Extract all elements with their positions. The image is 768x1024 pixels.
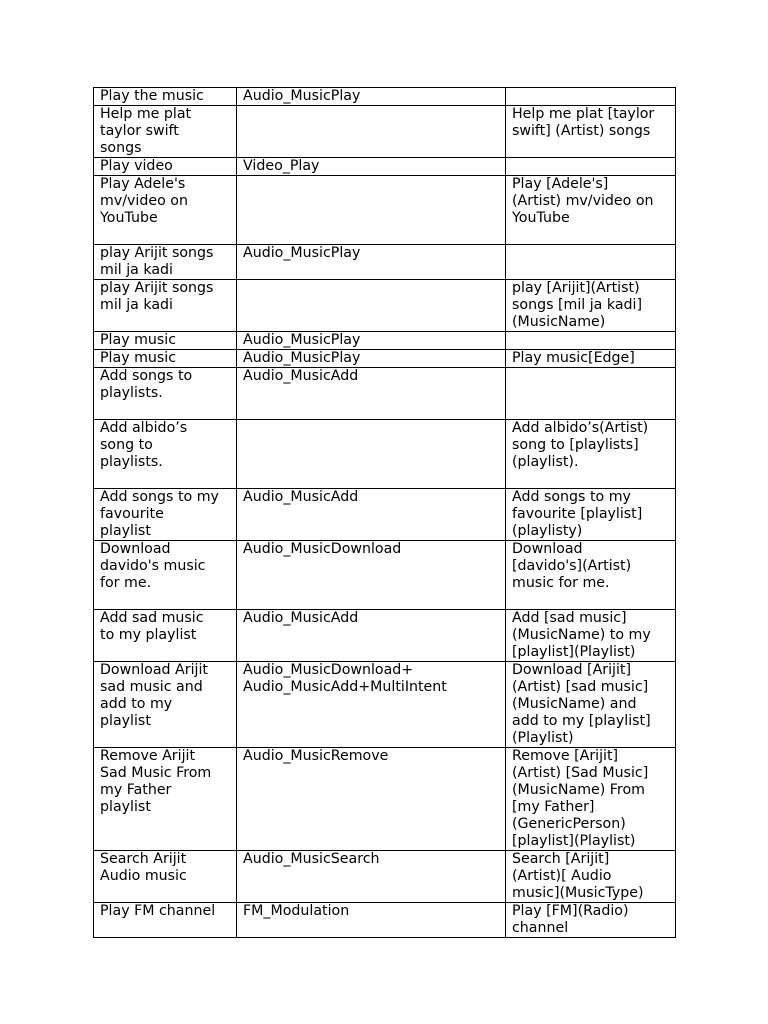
intent-cell: Audio_MusicPlay — [237, 350, 506, 368]
annotation-cell — [506, 245, 676, 280]
table-row — [94, 489, 676, 541]
utterance-cell: Add songs to my favourite playlist — [94, 489, 237, 541]
table-row — [94, 158, 676, 176]
table-row — [94, 106, 676, 158]
utterance-cell: Add sad music to my playlist — [94, 610, 237, 662]
utterance-cell: Play Adele's mv/video on YouTube — [94, 176, 237, 245]
intent-cell: Audio_MusicPlay — [237, 332, 506, 350]
utterance-cell: Download davido's music for me. — [94, 541, 237, 610]
annotation-cell: Search [Arijit] (Artist)[ Audio music](MusicType) — [506, 851, 676, 903]
intent-annotation-table — [93, 87, 676, 938]
intent-cell: Audio_MusicRemove — [237, 748, 506, 851]
annotation-cell: Help me plat [taylor swift] (Artist) songs — [506, 106, 676, 158]
utterance-cell: Add songs to playlists. — [94, 368, 237, 420]
utterance-cell: play Arijit songs mil ja kadi — [94, 280, 237, 332]
table-row — [94, 245, 676, 280]
intent-cell: Audio_MusicAdd — [237, 610, 506, 662]
intent-cell — [237, 280, 506, 332]
table-row — [94, 332, 676, 350]
table-row — [94, 851, 676, 903]
annotation-cell — [506, 158, 676, 176]
utterance-cell: Remove Arijit Sad Music From my Father playlist — [94, 748, 237, 851]
intent-cell — [237, 420, 506, 489]
intent-cell: Audio_MusicDownload — [237, 541, 506, 610]
table-row — [94, 368, 676, 420]
utterance-cell: Help me plat taylor swift songs — [94, 106, 237, 158]
intent-cell: Audio_MusicDownload+ Audio_MusicAdd+MultiIntent — [237, 662, 506, 748]
annotation-cell: Download [davido's](Artist) music for me. — [506, 541, 676, 610]
table-row — [94, 662, 676, 748]
annotation-cell: Play music[Edge] — [506, 350, 676, 368]
table-row — [94, 88, 676, 106]
annotation-cell: Remove [Arijit] (Artist) [Sad Music] (MusicName) From [my Father] (GenericPerson) [playlist](Playlist) — [506, 748, 676, 851]
annotation-cell: Add songs to my favourite [playlist] (playlisty) — [506, 489, 676, 541]
table-row — [94, 420, 676, 489]
annotation-cell — [506, 88, 676, 106]
annotation-cell: Add albido’s(Artist) song to [playlists] (playlist). — [506, 420, 676, 489]
intent-cell: Audio_MusicPlay — [237, 245, 506, 280]
table-row — [94, 176, 676, 245]
intent-cell — [237, 176, 506, 245]
utterance-cell: Play music — [94, 350, 237, 368]
intent-cell: Audio_MusicAdd — [237, 489, 506, 541]
utterance-cell: Download Arijit sad music and add to my playlist — [94, 662, 237, 748]
table-row — [94, 610, 676, 662]
table-row — [94, 350, 676, 368]
table-row — [94, 748, 676, 851]
table-body — [94, 88, 676, 938]
table-row — [94, 903, 676, 938]
intent-cell: FM_Modulation — [237, 903, 506, 938]
utterance-cell: play Arijit songs mil ja kadi — [94, 245, 237, 280]
annotation-cell: play [Arijit](Artist) songs [mil ja kadi] (MusicName) — [506, 280, 676, 332]
intent-cell: Video_Play — [237, 158, 506, 176]
annotation-cell — [506, 332, 676, 350]
table-row — [94, 541, 676, 610]
utterance-cell: Add albido’s song to playlists. — [94, 420, 237, 489]
annotation-cell: Download [Arijit] (Artist) [sad music] (MusicName) and add to my [playlist] (Playlist) — [506, 662, 676, 748]
annotation-cell: Play [Adele's] (Artist) mv/video on YouTube — [506, 176, 676, 245]
intent-cell: Audio_MusicSearch — [237, 851, 506, 903]
utterance-cell: Search Arijit Audio music — [94, 851, 237, 903]
intent-cell: Audio_MusicPlay — [237, 88, 506, 106]
annotation-cell — [506, 368, 676, 420]
utterance-cell: Play the music — [94, 88, 237, 106]
utterance-cell: Play video — [94, 158, 237, 176]
intent-cell: Audio_MusicAdd — [237, 368, 506, 420]
utterance-cell: Play FM channel — [94, 903, 237, 938]
utterance-cell: Play music — [94, 332, 237, 350]
table-row — [94, 280, 676, 332]
annotation-cell: Add [sad music] (MusicName) to my [playlist](Playlist) — [506, 610, 676, 662]
intent-cell — [237, 106, 506, 158]
annotation-cell: Play [FM](Radio) channel — [506, 903, 676, 938]
